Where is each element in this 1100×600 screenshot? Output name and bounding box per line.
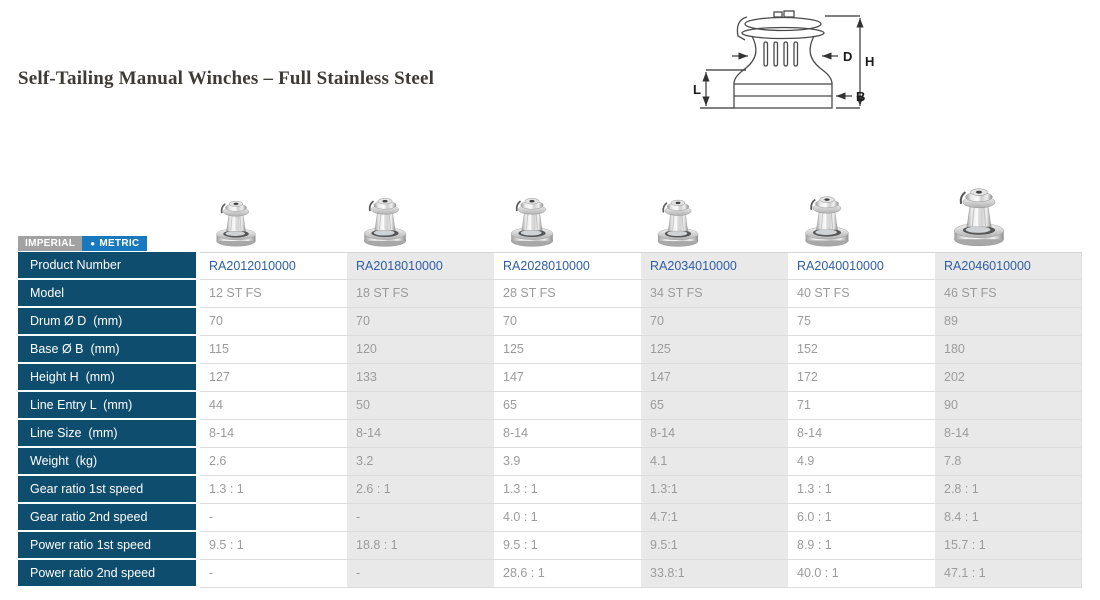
cell-power-ratio-1st: 8.9 : 1	[788, 532, 935, 560]
cell-model: 18 ST FS	[347, 280, 494, 308]
winch-product-image	[206, 195, 266, 248]
cell-gear-ratio-2nd: -	[200, 504, 347, 532]
cell-line-size: 8-14	[788, 420, 935, 448]
cell-line-entry: 44	[200, 392, 347, 420]
cell-model: 12 ST FS	[200, 280, 347, 308]
cell-base-diameter: 125	[494, 336, 641, 364]
cell-line-size: 8-14	[641, 420, 788, 448]
cell-model: 28 ST FS	[494, 280, 641, 308]
product-image-cell	[935, 174, 1082, 248]
cell-line-size: 8-14	[200, 420, 347, 448]
cell-line-entry: 50	[347, 392, 494, 420]
cell-gear-ratio-2nd: 4.7:1	[641, 504, 788, 532]
cell-weight: 4.1	[641, 448, 788, 476]
row-header-power-ratio-1st: Power ratio 1st speed	[18, 532, 200, 560]
row-header-model: Model	[18, 280, 200, 308]
cell-power-ratio-1st: 9.5 : 1	[200, 532, 347, 560]
cell-line-entry: 71	[788, 392, 935, 420]
cell-weight: 3.2	[347, 448, 494, 476]
spec-table	[18, 252, 1082, 588]
winch-product-image	[500, 192, 564, 248]
cell-height: 147	[494, 364, 641, 392]
cell-power-ratio-2nd: -	[200, 560, 347, 588]
cell-base-diameter: 152	[788, 336, 935, 364]
cell-drum-diameter: 70	[641, 308, 788, 336]
cell-gear-ratio-2nd: -	[347, 504, 494, 532]
cell-gear-ratio-1st: 1.3 : 1	[200, 476, 347, 504]
product-images-row	[200, 174, 1082, 248]
metric-toggle[interactable]	[82, 236, 147, 251]
cell-drum-diameter: 70	[347, 308, 494, 336]
cell-gear-ratio-2nd: 4.0 : 1	[494, 504, 641, 532]
winch-product-image	[353, 192, 417, 248]
row-header-height: Height H (mm)	[18, 364, 200, 392]
cell-gear-ratio-1st: 1.3 : 1	[788, 476, 935, 504]
row-header-drum-diameter: Drum Ø D (mm)	[18, 308, 200, 336]
cell-height: 147	[641, 364, 788, 392]
row-header-product-number: Product Number	[18, 252, 200, 280]
cell-power-ratio-2nd: -	[347, 560, 494, 588]
cell-line-entry: 90	[935, 392, 1082, 420]
winch-dimension-diagram	[690, 4, 880, 128]
row-header-power-ratio-2nd: Power ratio 2nd speed	[18, 560, 200, 588]
cell-gear-ratio-2nd: 8.4 : 1	[935, 504, 1082, 532]
cell-power-ratio-1st: 15.7 : 1	[935, 532, 1082, 560]
cell-height: 172	[788, 364, 935, 392]
cell-power-ratio-1st: 18.8 : 1	[347, 532, 494, 560]
cell-model: 46 ST FS	[935, 280, 1082, 308]
radio-selected-icon: ●	[90, 239, 96, 248]
cell-weight: 3.9	[494, 448, 641, 476]
product-number-link[interactable]: RA2018010000	[347, 252, 494, 280]
cell-gear-ratio-1st: 1.3 : 1	[494, 476, 641, 504]
product-number-link[interactable]: RA2040010000	[788, 252, 935, 280]
winch-product-image	[647, 194, 709, 248]
product-number-link[interactable]: RA2028010000	[494, 252, 641, 280]
product-image-cell	[494, 174, 641, 248]
dim-label-d: D	[843, 49, 853, 64]
cell-height: 202	[935, 364, 1082, 392]
product-image-cell	[200, 174, 347, 248]
cell-drum-diameter: 70	[494, 308, 641, 336]
winch-product-image	[794, 190, 860, 248]
product-image-cell	[641, 174, 788, 248]
dim-label-h: H	[865, 54, 875, 69]
cell-gear-ratio-1st: 2.8 : 1	[935, 476, 1082, 504]
cell-gear-ratio-1st: 2.6 : 1	[347, 476, 494, 504]
row-header-weight: Weight (kg)	[18, 448, 200, 476]
cell-power-ratio-2nd: 33.8:1	[641, 560, 788, 588]
imperial-toggle[interactable]: IMPERIAL	[18, 236, 82, 251]
row-header-gear-ratio-2nd: Gear ratio 2nd speed	[18, 504, 200, 532]
cell-height: 133	[347, 364, 494, 392]
cell-power-ratio-2nd: 47.1 : 1	[935, 560, 1082, 588]
cell-drum-diameter: 75	[788, 308, 935, 336]
cell-base-diameter: 125	[641, 336, 788, 364]
page-title: Self-Tailing Manual Winches – Full Stainless Steel	[18, 68, 435, 89]
metric-toggle-label: METRIC	[99, 238, 140, 249]
cell-weight: 4.9	[788, 448, 935, 476]
product-image-cell	[788, 174, 935, 248]
cell-height: 127	[200, 364, 347, 392]
dim-label-l: L	[693, 82, 701, 97]
row-header-line-size: Line Size (mm)	[18, 420, 200, 448]
cell-gear-ratio-2nd: 6.0 : 1	[788, 504, 935, 532]
product-number-link[interactable]: RA2034010000	[641, 252, 788, 280]
cell-base-diameter: 180	[935, 336, 1082, 364]
cell-base-diameter: 115	[200, 336, 347, 364]
dimension-lines	[700, 16, 860, 108]
cell-line-entry: 65	[494, 392, 641, 420]
cell-power-ratio-1st: 9.5 : 1	[494, 532, 641, 560]
cell-gear-ratio-1st: 1.3:1	[641, 476, 788, 504]
cell-model: 40 ST FS	[788, 280, 935, 308]
cell-power-ratio-2nd: 28.6 : 1	[494, 560, 641, 588]
cell-drum-diameter: 89	[935, 308, 1082, 336]
cell-weight: 7.8	[935, 448, 1082, 476]
row-header-base-diameter: Base Ø B (mm)	[18, 336, 200, 364]
winch-product-image	[941, 181, 1017, 248]
winch-outline	[734, 11, 832, 108]
cell-model: 34 ST FS	[641, 280, 788, 308]
cell-line-entry: 65	[641, 392, 788, 420]
dim-label-b: B	[856, 89, 866, 104]
cell-line-size: 8-14	[494, 420, 641, 448]
row-header-gear-ratio-1st: Gear ratio 1st speed	[18, 476, 200, 504]
cell-power-ratio-2nd: 40.0 : 1	[788, 560, 935, 588]
cell-line-size: 8-14	[935, 420, 1082, 448]
product-number-link[interactable]: RA2012010000	[200, 252, 347, 280]
units-toggle	[18, 236, 147, 251]
cell-line-size: 8-14	[347, 420, 494, 448]
cell-drum-diameter: 70	[200, 308, 347, 336]
product-number-link[interactable]: RA2046010000	[935, 252, 1082, 280]
cell-power-ratio-1st: 9.5:1	[641, 532, 788, 560]
cell-base-diameter: 120	[347, 336, 494, 364]
row-header-line-entry: Line Entry L (mm)	[18, 392, 200, 420]
cell-weight: 2.6	[200, 448, 347, 476]
product-image-cell	[347, 174, 494, 248]
